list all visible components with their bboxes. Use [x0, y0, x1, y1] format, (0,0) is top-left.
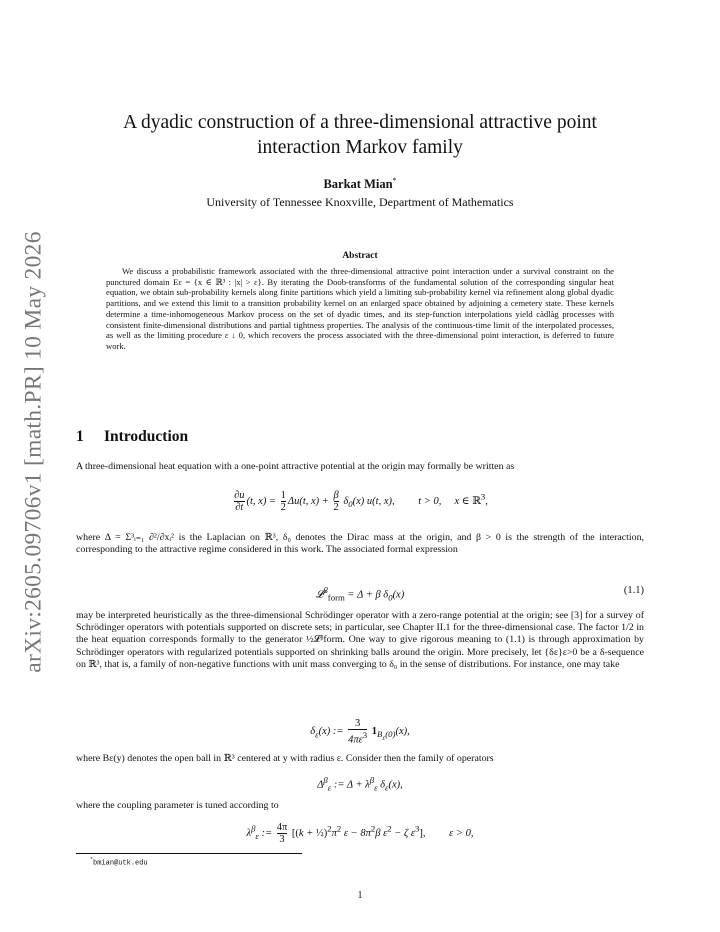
paragraph-ball: where Bε(y) denotes the open ball in ℝ³ centered at y with radius ε. Consider then the family of operators [76, 753, 494, 764]
author-footnote-mark: * [392, 176, 397, 185]
paragraph-heat-equation: A three-dimensional heat equation with a one-point attractive potential at the origin may formally be written as [76, 461, 515, 472]
paragraph-laplacian: where Δ = Σ³ᵢ₌₁ ∂²/∂xᵢ² is the Laplacian on ℝ³, δ₀ denotes the Dirac mass at the origin, and β > 0 is the strength of the interaction, corresponding to the attractive regime considered in this work. The associated formal expression [76, 532, 644, 556]
section-heading [76, 428, 188, 446]
section-title: Introduction [104, 428, 189, 445]
equation-delta-epsilon: $\delta_\varepsilon(x)$ := $\frac{3}{4\pi\varepsilon^3}$ $1_{B_\varepsilon(0)}(x)$, [310, 718, 410, 746]
equation-coupling: $\lambda^\beta_\varepsilon$ := $\frac{4\pi}{3}$ [$(k + \frac{1}{2})^2\pi^2$ $\varepsilon - 8\pi^2\beta$ $\varepsilon^2 - \zeta$ $\varepsilon^3$], ε > 0, [246, 822, 474, 845]
paper-page [76, 0, 644, 932]
section-number: 1 [76, 428, 84, 445]
author-name [76, 176, 644, 192]
footnote-mark: * [90, 857, 94, 863]
author-text: Barkat Mian [323, 177, 393, 192]
equation-operators: $\Delta^\beta_\varepsilon$ := $\Delta + \lambda^\beta_\varepsilon$ $\delta_\varepsilon(x)$, [317, 775, 403, 793]
page-number: 1 [357, 890, 363, 901]
equation-1-1: 𝓛$^\beta_{form}$ = Δ + β $\delta_0(x)$ (1.1) [315, 585, 644, 603]
arxiv-identifier: arXiv:2605.09706v1 [math.PR] 10 May 2026 [20, 231, 47, 673]
footnote-email [90, 857, 148, 867]
equation-heat: $\frac{\partial u}{\partial t}$ (t, x) = $\frac{1}{2}$ Δu(t, x) + $\frac{\beta}{2}$ $\delta_0(x)$ u(t, x), t > 0, x ∈ ℝ$^3$, [234, 490, 488, 513]
abstract-heading: Abstract [342, 251, 378, 261]
title-line-2: interaction Markov family [257, 137, 463, 158]
title-line-1: A dyadic construction of a three-dimensional attractive point [123, 112, 597, 133]
author-affiliation: University of Tennessee Knoxville, Department of Mathematics [206, 195, 514, 209]
arxiv-sidebar [0, 0, 60, 932]
footnote-rule [76, 853, 302, 854]
paper-title [76, 110, 644, 160]
email-text: bmian@utk.edu [93, 859, 148, 868]
paragraph-coupling: where the coupling parameter is tuned according to [76, 800, 279, 811]
abstract-body: We discuss a probabilistic framework associated with the three-dimensional attractive point interaction under a survival constraint on the punctured domain Eε = {x ∈ ℝ³ : |x| > ε}. By iterating the Doob-transforms of the fundamental solution of the corresponding singular heat equation, we obtain sub-probability kernels along finite partitions which yield a limiting sub-probability kernel via refinement along global dyadic partitions, and we extend this limit to a transition probability kernel on an enlarged space obtained by adjoining a cemetery state. These kernels determine a time-inhomogeneous Markov process on the set of dyadic times, and its step-function interpolations yield càdlàg processes with consistent finite-dimensional distributions and partial tightness properties. The analysis of the continuous-time limit of the interpolated processes, as well as the limiting procedure ε ↓ 0, which recovers the process associated with the three-dimensional point interaction, is deferred to future work. [106, 266, 614, 351]
paragraph-schrodinger: may be interpreted heuristically as the three-dimensional Schrödinger operator with a zero-range potential at the origin; see [3] for a survey of Schrödinger operators with potentials supported on discrete sets; in particular, see Chapter II.1 for the three-dimensional case. The factor 1/2 in the heat equation corresponds formally to the generator ½𝓛ᵝform. One way to give rigorous meaning to (1.1) is through approximation by Schrödinger operators with regularized potentials supported on shrinking balls around the origin. More precisely, let {δε}ε>0 be a δ-sequence on ℝ³, that is, a family of non-negative functions with unit mass converging to δ₀ in the sense of distributions. For instance, one may take [76, 610, 644, 670]
equation-number: (1.1) [623, 585, 644, 596]
